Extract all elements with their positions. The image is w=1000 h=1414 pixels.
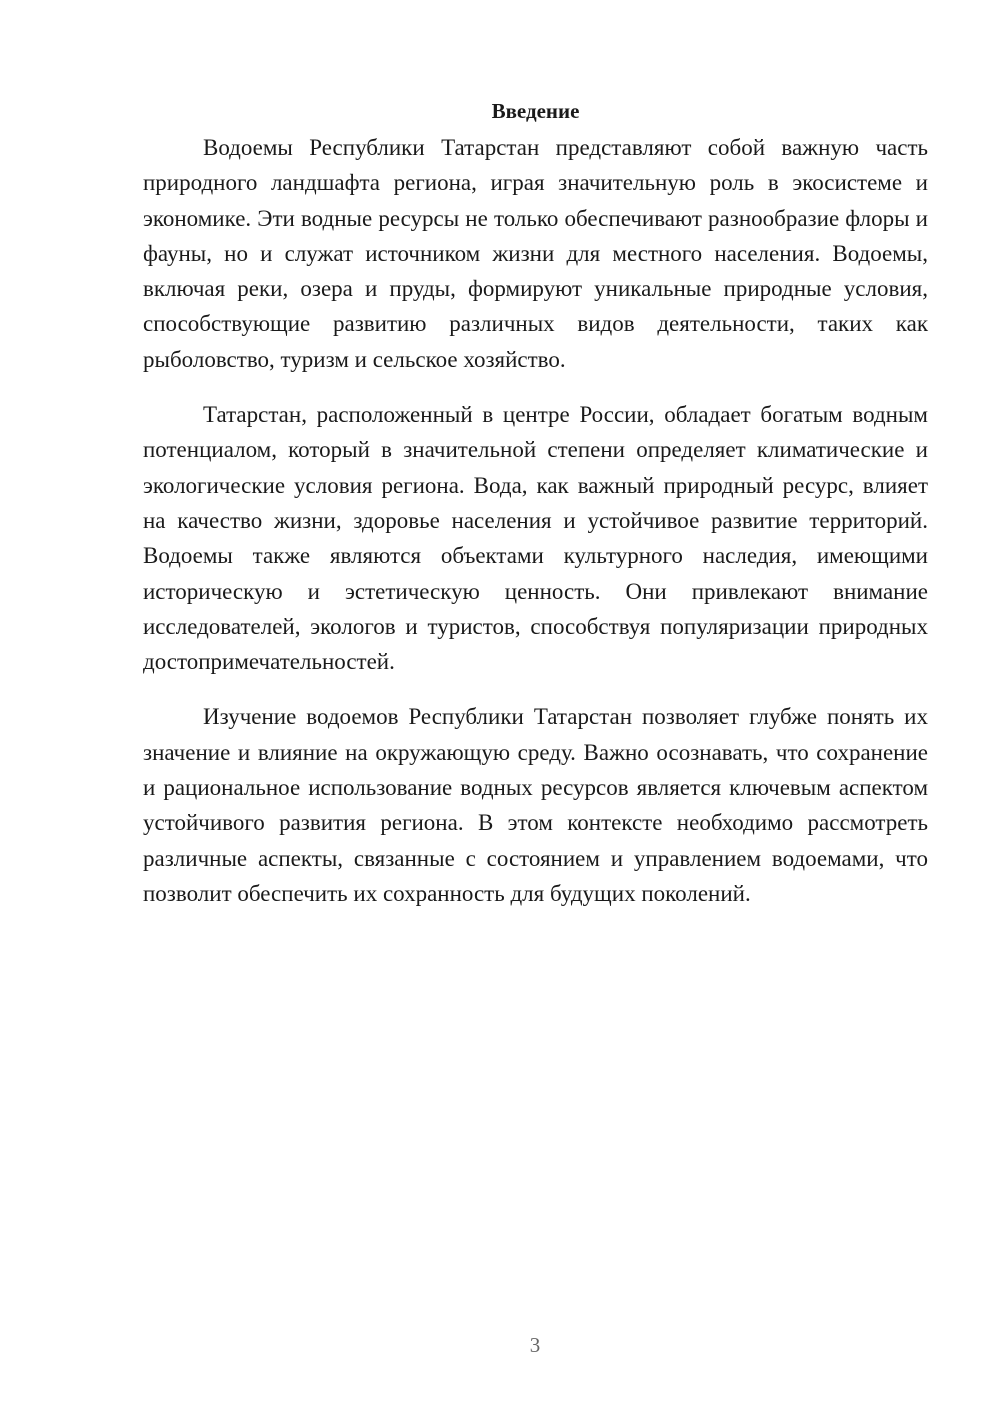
paragraph-1: Водоемы Республики Татарстан представляют собой важную часть природного ландшафта региона, играя значительную роль в экосистеме и экономике. Эти водные ресурсы не только обеспечивают разнообразие флоры и фауны, но и служат источником жизни для местного населения. Водоемы, включая реки, озера и пруды, формируют уникальные природные условия, способствующие развитию различных видов деятельности, таких как рыболовство, туризм и сельское хозяйство.	[143, 135, 928, 372]
section-heading: Введение	[491, 99, 580, 123]
paragraph-3: Изучение водоемов Республики Татарстан позволяет глубже понять их значение и влияние на окружающую среду. Важно осознавать, что сохранение и рациональное использование водных ресурсов является ключевым аспектом устойчивого развития региона. В этом контексте необходимо рассмотреть различные аспекты, связанные с состоянием и управлением водоемами, что позволит обеспечить их сохранность для будущих поколений.	[143, 704, 928, 906]
page-number: 3	[529, 1333, 541, 1357]
paragraph-2: Татарстан, расположенный в центре России, обладает богатым водным потенциалом, который в значительной степени определяет климатические и экологические условия региона. Вода, как важный природный ресурс, влияет на качество жизни, здоровье населения и устойчивое развитие территорий. Водоемы также являются объектами культурного наследия, имеющими историческую и эстетическую ценность. Они привлекают внимание исследователей, экологов и туристов, способствуя популяризации природных достопримечательностей.	[143, 402, 928, 675]
page-content	[143, 96, 928, 931]
